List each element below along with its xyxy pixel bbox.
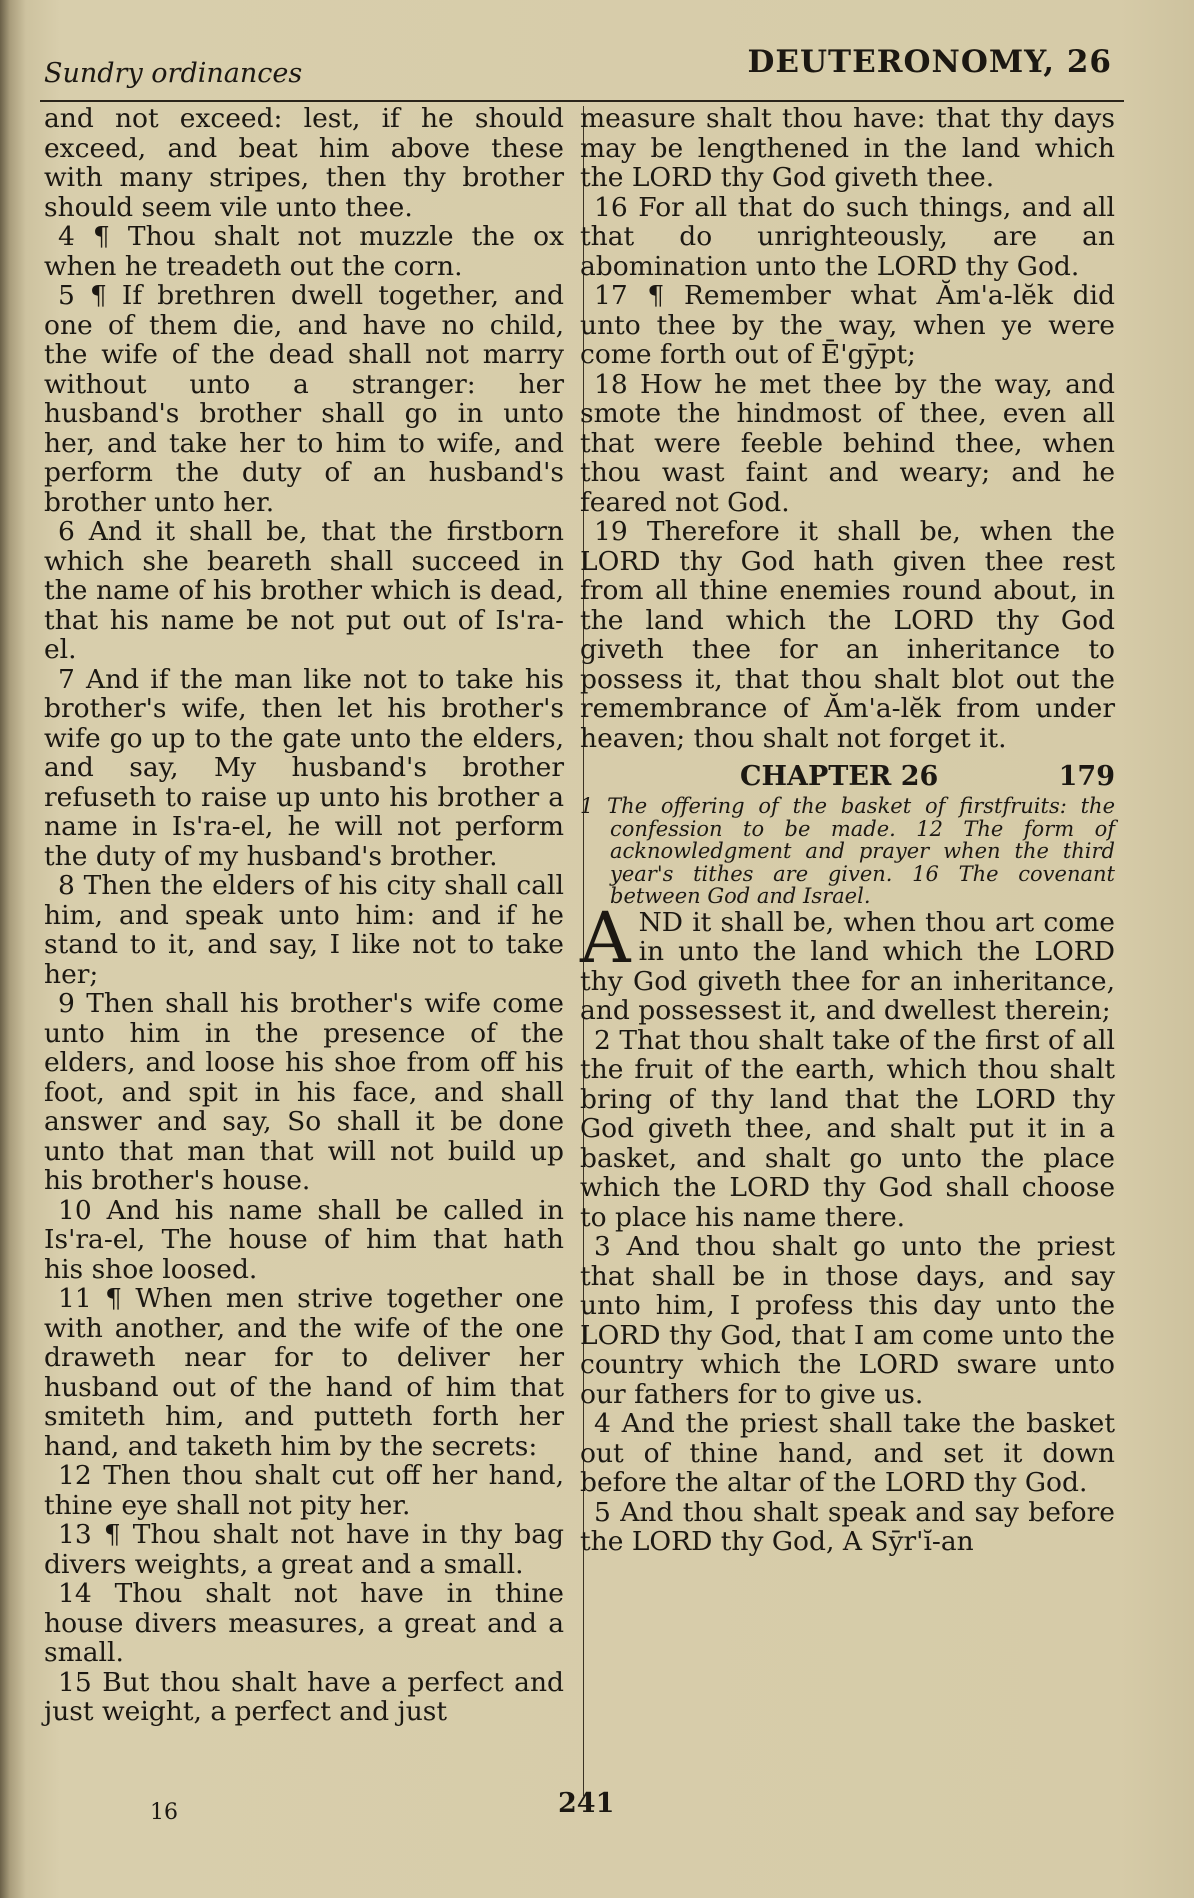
chapter-summary: 1 The offering of the basket of firstfruits: the confession to be made. 12 The form of acknowledgment and prayer when the third year's tithes are given. 16 The covenant between God and Israel. xyxy=(580,794,1115,908)
chapter-opening xyxy=(580,896,1115,1026)
verse-text: ND it shall be, when thou art come in unto the land which the LORD thy God giveth thee for an inheritance, and possessest it, and dwellest therein; xyxy=(580,906,1115,1026)
header-rule xyxy=(40,100,1124,102)
chapter-heading xyxy=(580,759,1115,795)
page-number: 241 xyxy=(558,1788,615,1819)
verse-text: 3 And thou shalt go unto the priest that shall be in those days, and say unto him, I profess this day unto the LORD thy God, that I am come unto the country which the LORD sware unto our fathers for to give us. xyxy=(580,1231,1115,1410)
verse-text: 17 ¶ Remember what Ăm'a-lĕk did unto thee by the way, when ye were come forth out of Ē'gȳpt; xyxy=(580,280,1115,370)
verse-text: 12 Then thou shalt cut off her hand, thine eye shall not pity her. xyxy=(44,1460,564,1521)
verse-text: 4 And the priest shall take the basket out of thine hand, and set it down before the altar of the LORD thy God. xyxy=(580,1408,1115,1498)
book-chapter-heading: DEUTERONOMY, 26 xyxy=(747,44,1112,80)
verse-text: 18 How he met thee by the way, and smote the hindmost of thee, even all that were feeble behind thee, when thou wast faint and weary; and he feared not God. xyxy=(580,368,1115,518)
verse-text: 4 ¶ Thou shalt not muzzle the ox when he treadeth out the corn. xyxy=(44,221,564,282)
left-column xyxy=(44,104,564,1727)
verse-text: measure shalt thou have: that thy days may be lengthened in the land which the LORD thy God giveth thee. xyxy=(580,103,1115,193)
verse-text: 5 And thou shalt speak and say before the LORD thy God, A Sȳr'ĭ-an xyxy=(580,1496,1115,1557)
verse-text: and not exceed: lest, if he should exceed, and beat him above these with many stripes, then thy brother should seem vile unto thee. xyxy=(44,103,564,223)
verse-text: 7 And if the man like not to take his brother's wife, then let his brother's wife go up to the gate unto the elders, and say, My husband's brother refuseth to raise up unto his brother a name in Is'ra-el, he will not perform the duty of my husband's brother. xyxy=(44,663,564,872)
verse-text: 13 ¶ Thou shalt not have in thy bag divers weights, a great and a small. xyxy=(44,1519,564,1580)
section-heading: Sundry ordinances xyxy=(44,58,303,89)
chapter-title: CHAPTER 26 xyxy=(740,761,939,792)
chapter-number: 179 xyxy=(1058,761,1115,792)
verse-text: 5 ¶ If brethren dwell together, and one of them die, and have no child, the wife of the dead shall not marry without unto a stranger: her husband's brother shall go in unto her, and take her to him to wife, and perform the duty of an husband's brother unto her. xyxy=(44,280,564,518)
verse-text: 11 ¶ When men strive together one with another, and the wife of the one draweth near for to deliver her husband out of the hand of him that smiteth him, and putteth forth her hand, and taketh him by the secrets: xyxy=(44,1283,564,1462)
verse-text: 15 But thou shalt have a perfect and just weight, a perfect and just xyxy=(44,1666,564,1727)
verse-text: 8 Then the elders of his city shall call him, and speak unto him: and if he stand to it, and say, I like not to take her; xyxy=(44,870,564,990)
verse-text: 9 Then shall his brother's wife come unto him in the presence of the elders, and loose his shoe from off his foot, and spit in his face, and shall answer and say, So shall it be done unto that man that will not build up his brother's house. xyxy=(44,988,564,1196)
right-column xyxy=(580,104,1115,1557)
verse-text: 14 Thou shalt not have in thine house divers measures, a great and a small. xyxy=(44,1578,564,1668)
verse-text: 19 Therefore it shall be, when the LORD thy God hath given thee rest from all thine enemies round about, in the land which the LORD thy God giveth thee for an inheritance to possess it, that thou shalt blot out the remembrance of Ăm'a-lĕk from under heaven; thou shalt not forget it. xyxy=(580,516,1115,754)
drop-cap: A xyxy=(580,896,631,979)
verse-text: 10 And his name shall be called in Is'ra-el, The house of him that hath his shoe loosed. xyxy=(44,1194,564,1285)
verse-text: 2 That thou shalt take of the first of all the fruit of the earth, which thou shalt bring of thy land that the LORD thy God giveth thee, and shalt put it in a basket, and shalt go unto the place which the LORD thy God shall choose to place his name there. xyxy=(580,1024,1115,1233)
verse-text: 6 And it shall be, that the firstborn which she beareth shall succeed in the name of his brother which is dead, that his name be not put out of Is'ra-el. xyxy=(44,516,564,665)
signature-mark: 16 xyxy=(150,1800,178,1825)
verse-text: 16 For all that do such things, and all that do unrighteously, are an abomination unto the LORD thy God. xyxy=(580,191,1115,282)
